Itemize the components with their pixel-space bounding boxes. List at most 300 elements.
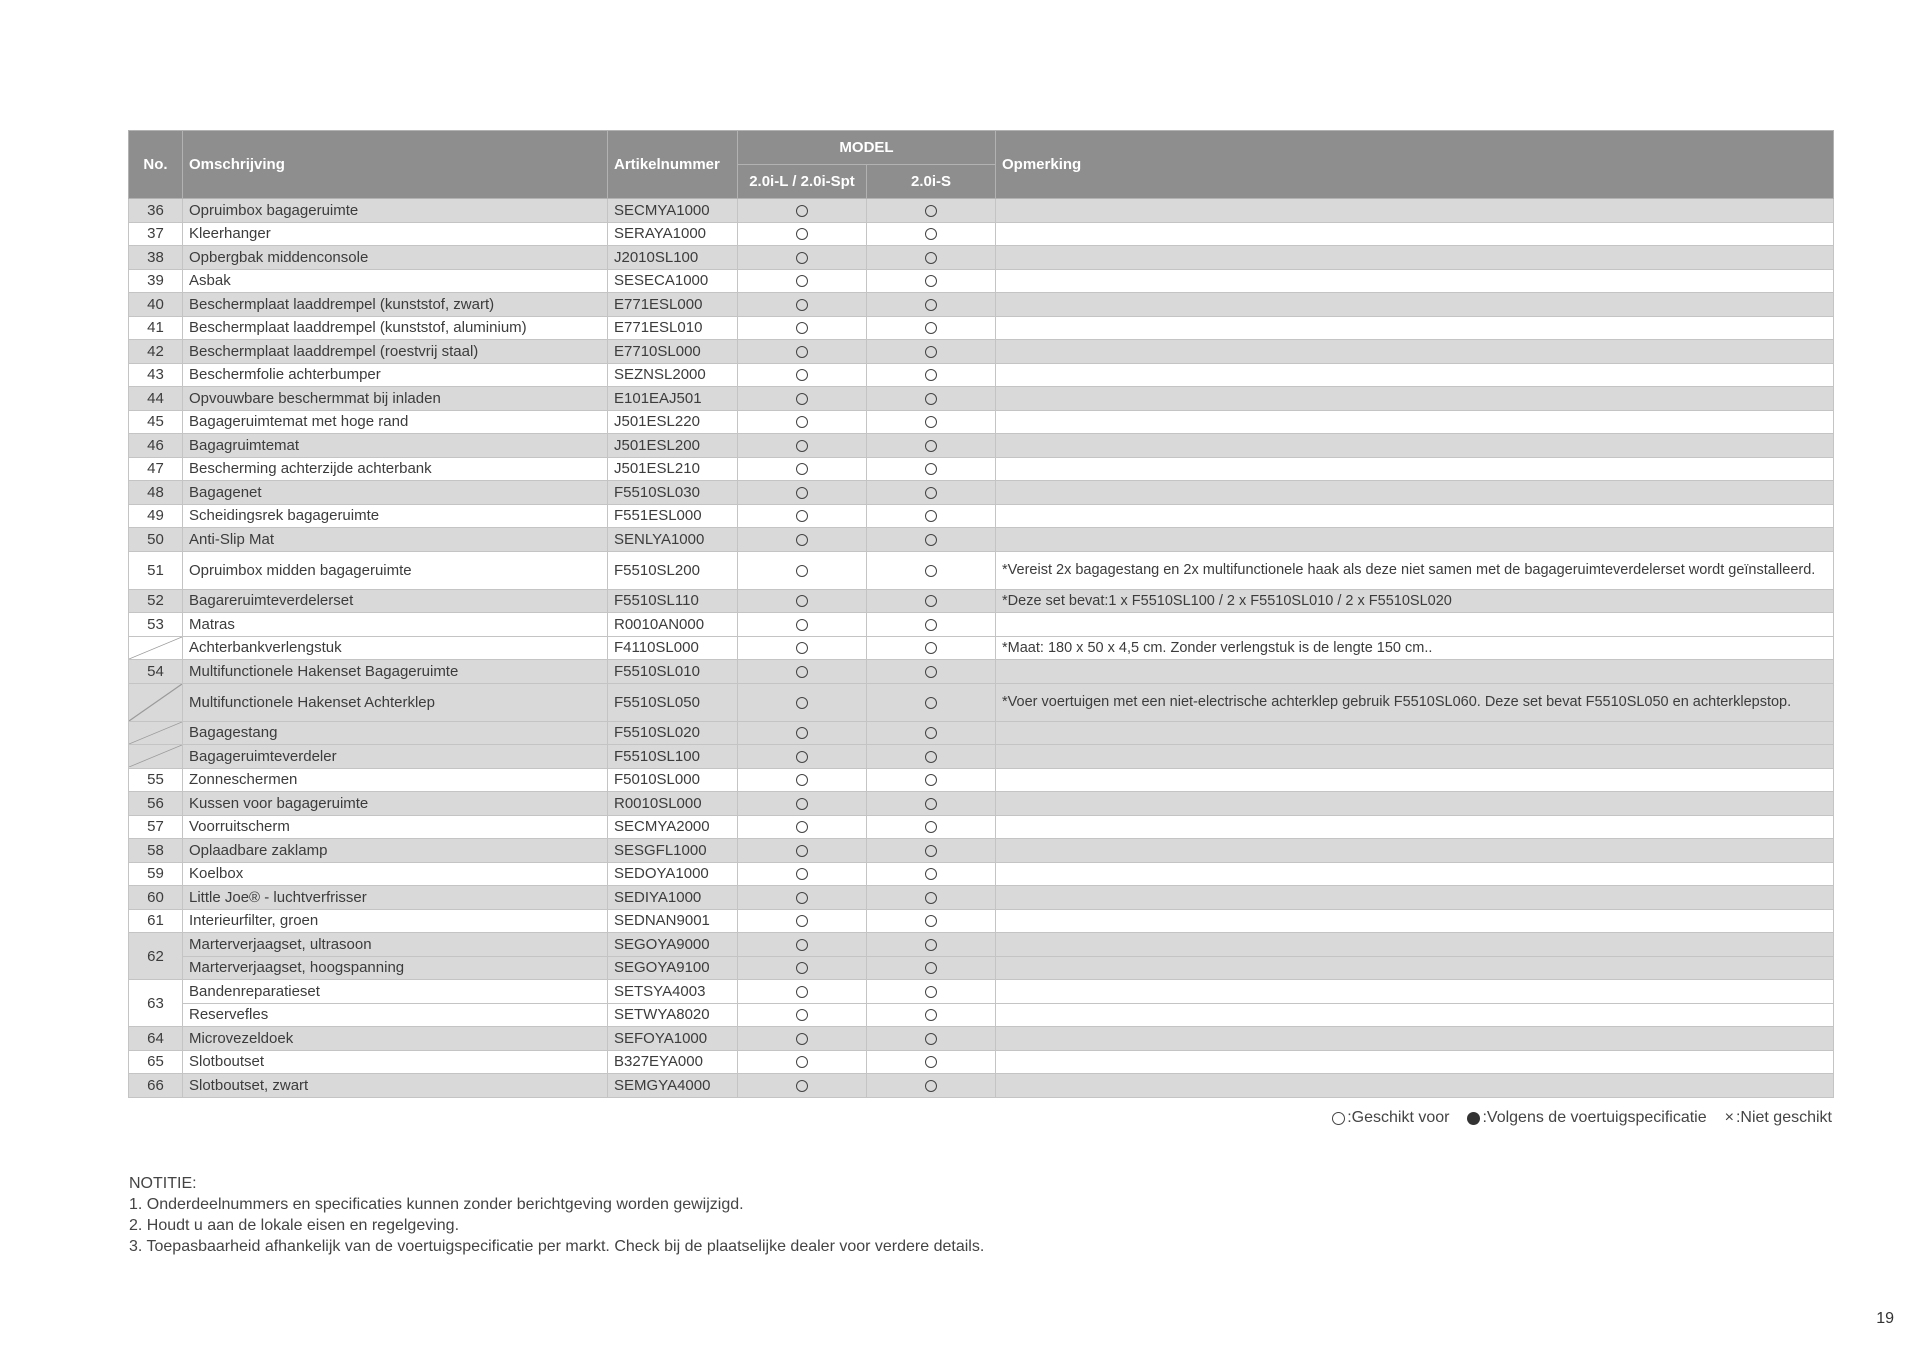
cell-article-number: SESGFL1000: [608, 839, 738, 863]
table-row: [129, 636, 1834, 660]
cell-model-b: [867, 457, 996, 481]
cell-remark: *Voer voertuigen met een niet-electrische achterklep gebruik F5510SL060. Deze set bevat F5510SL050 en achterklepstop.: [996, 683, 1834, 721]
cell-model-b: [867, 481, 996, 505]
notes-title: NOTITIE:: [129, 1175, 197, 1192]
table-row: [129, 613, 1834, 637]
header-model-b: 2.0i-S: [867, 165, 996, 199]
cell-model-b: [867, 886, 996, 910]
open-circle-icon: [925, 697, 937, 709]
open-circle-icon: [796, 727, 808, 739]
open-circle-icon: [925, 962, 937, 974]
open-circle-icon: [925, 619, 937, 631]
table-row: [129, 660, 1834, 684]
cell-model-b: [867, 815, 996, 839]
cell-remark: [996, 839, 1834, 863]
open-circle-icon: [796, 510, 808, 522]
open-circle-icon: [925, 1080, 937, 1092]
cell-no: 52: [129, 589, 183, 613]
cell-model-b: [867, 528, 996, 552]
cell-description: Matras: [183, 613, 608, 637]
cell-model-a: [738, 660, 867, 684]
cell-no: 53: [129, 613, 183, 637]
cell-model-b: [867, 387, 996, 411]
table-body: [129, 199, 1834, 1098]
open-circle-icon: [796, 619, 808, 631]
cell-description: Marterverjaagset, hoogspanning: [183, 956, 608, 980]
table-row: [129, 956, 1834, 980]
table-row: [129, 316, 1834, 340]
cell-no-empty: [129, 745, 183, 769]
cell-article-number: J501ESL210: [608, 457, 738, 481]
cell-remark: *Deze set bevat:1 x F5510SL100 / 2 x F5510SL010 / 2 x F5510SL020: [996, 589, 1834, 613]
cell-remark: [996, 199, 1834, 223]
cell-article-number: R0010SL000: [608, 792, 738, 816]
cell-article-number: F5510SL020: [608, 721, 738, 745]
table-row: [129, 504, 1834, 528]
cell-no: 37: [129, 222, 183, 246]
cell-remark: [996, 222, 1834, 246]
table-row: [129, 363, 1834, 387]
cell-no-empty: [129, 683, 183, 721]
table-row: [129, 768, 1834, 792]
cell-model-a: [738, 1074, 867, 1098]
cell-no: 49: [129, 504, 183, 528]
header-article-number: Artikelnummer: [608, 131, 738, 199]
cell-article-number: SECMYA2000: [608, 815, 738, 839]
open-circle-icon: [925, 299, 937, 311]
cell-no: 39: [129, 269, 183, 293]
open-circle-icon: [796, 534, 808, 546]
cell-description: Opvouwbare beschermmat bij inladen: [183, 387, 608, 411]
open-circle-icon: [796, 986, 808, 998]
cell-no: 55: [129, 768, 183, 792]
cell-remark: [996, 434, 1834, 458]
open-circle-icon: [925, 487, 937, 499]
open-circle-icon: [925, 798, 937, 810]
cell-model-b: [867, 589, 996, 613]
cell-model-a: [738, 636, 867, 660]
cell-description: Multifunctionele Hakenset Achterklep: [183, 683, 608, 721]
cell-article-number: SEFOYA1000: [608, 1027, 738, 1051]
open-circle-icon: [925, 440, 937, 452]
open-circle-icon: [796, 322, 808, 334]
cell-article-number: SEDNAN9001: [608, 909, 738, 933]
cell-no-empty: [129, 721, 183, 745]
cell-description: Scheidingsrek bagageruimte: [183, 504, 608, 528]
header-model-a: 2.0i-L / 2.0i-Spt: [738, 165, 867, 199]
cell-description: Asbak: [183, 269, 608, 293]
cell-model-a: [738, 933, 867, 957]
legend-by-spec: [1467, 1109, 1706, 1127]
open-circle-icon: [796, 798, 808, 810]
table-row: [129, 886, 1834, 910]
table-row: [129, 387, 1834, 411]
cell-model-b: [867, 410, 996, 434]
open-circle-icon: [925, 252, 937, 264]
cell-article-number: SETWYA8020: [608, 1003, 738, 1027]
table-row: [129, 745, 1834, 769]
cell-no: 58: [129, 839, 183, 863]
open-circle-icon: [925, 986, 937, 998]
table-row: [129, 792, 1834, 816]
cell-remark: [996, 721, 1834, 745]
table-row: [129, 839, 1834, 863]
cell-model-b: [867, 363, 996, 387]
table-row: [129, 589, 1834, 613]
cell-model-a: [738, 862, 867, 886]
cell-model-a: [738, 316, 867, 340]
open-circle-icon: [925, 534, 937, 546]
open-circle-icon: [925, 393, 937, 405]
cell-model-a: [738, 504, 867, 528]
table-row: [129, 980, 1834, 1004]
notes: [129, 1173, 984, 1257]
cell-remark: [996, 862, 1834, 886]
cell-model-a: [738, 909, 867, 933]
cell-article-number: SEZNSL2000: [608, 363, 738, 387]
open-circle-icon: [796, 892, 808, 904]
open-circle-icon: [925, 416, 937, 428]
open-circle-icon: [925, 463, 937, 475]
cell-description: Bagageruimteverdeler: [183, 745, 608, 769]
cell-no: 62: [129, 933, 183, 980]
cell-article-number: F5510SL200: [608, 551, 738, 589]
open-circle-icon: [796, 252, 808, 264]
cell-no: 65: [129, 1050, 183, 1074]
cell-model-a: [738, 199, 867, 223]
cell-no: 64: [129, 1027, 183, 1051]
open-circle-icon: [925, 1033, 937, 1045]
table-row: [129, 434, 1834, 458]
cell-model-b: [867, 721, 996, 745]
cell-model-b: [867, 246, 996, 270]
cell-model-a: [738, 363, 867, 387]
open-circle-icon: [925, 228, 937, 240]
cell-description: Multifunctionele Hakenset Bagageruimte: [183, 660, 608, 684]
cell-no: 41: [129, 316, 183, 340]
cell-description: Slotboutset: [183, 1050, 608, 1074]
open-circle-icon: [925, 666, 937, 678]
cell-model-b: [867, 956, 996, 980]
open-circle-icon: [925, 751, 937, 763]
open-circle-icon: [925, 369, 937, 381]
cell-model-a: [738, 457, 867, 481]
table-row: [129, 1027, 1834, 1051]
cell-model-a: [738, 980, 867, 1004]
header-model: MODEL: [738, 131, 996, 165]
cell-article-number: SETSYA4003: [608, 980, 738, 1004]
cell-model-a: [738, 528, 867, 552]
cell-model-a: [738, 340, 867, 364]
cell-remark: [996, 387, 1834, 411]
legend: [1332, 1109, 1832, 1127]
open-circle-icon: [796, 463, 808, 475]
cell-description: Anti-Slip Mat: [183, 528, 608, 552]
open-circle-icon: [925, 275, 937, 287]
cell-no: 60: [129, 886, 183, 910]
open-circle-icon: [796, 440, 808, 452]
header-no: No.: [129, 131, 183, 199]
legend-not-suitable-label: :Niet geschikt: [1735, 1109, 1832, 1126]
cell-remark: [996, 504, 1834, 528]
cell-model-b: [867, 551, 996, 589]
cell-model-a: [738, 222, 867, 246]
cell-model-b: [867, 683, 996, 721]
table-row: [129, 340, 1834, 364]
cell-article-number: SENLYA1000: [608, 528, 738, 552]
cell-description: Beschermfolie achterbumper: [183, 363, 608, 387]
cell-description: Reservefles: [183, 1003, 608, 1027]
cell-remark: [996, 792, 1834, 816]
cell-remark: [996, 745, 1834, 769]
table-row: [129, 528, 1834, 552]
cell-remark: *Maat: 180 x 50 x 4,5 cm. Zonder verlengstuk is de lengte 150 cm..: [996, 636, 1834, 660]
cell-description: Little Joe® - luchtverfrisser: [183, 886, 608, 910]
filled-circle-icon: [1467, 1112, 1480, 1125]
cell-description: Beschermplaat laaddrempel (kunststof, zwart): [183, 293, 608, 317]
cell-model-a: [738, 768, 867, 792]
cell-remark: [996, 1074, 1834, 1098]
cell-model-b: [867, 933, 996, 957]
table-row: [129, 909, 1834, 933]
cell-description: Opruimbox midden bagageruimte: [183, 551, 608, 589]
cell-model-a: [738, 387, 867, 411]
open-circle-icon: [925, 322, 937, 334]
open-circle-icon: [1332, 1112, 1345, 1125]
cell-model-a: [738, 434, 867, 458]
cell-no: 48: [129, 481, 183, 505]
cell-model-a: [738, 1003, 867, 1027]
cell-article-number: SECMYA1000: [608, 199, 738, 223]
cell-no-empty: [129, 636, 183, 660]
cell-no: 38: [129, 246, 183, 270]
cell-model-b: [867, 1027, 996, 1051]
table-row: [129, 1074, 1834, 1098]
cell-remark: [996, 269, 1834, 293]
cell-article-number: F5510SL050: [608, 683, 738, 721]
cell-article-number: F5510SL110: [608, 589, 738, 613]
open-circle-icon: [925, 939, 937, 951]
note-item-3: 3. Toepasbaarheid afhankelijk van de voertuigspecificatie per markt. Check bij de plaatselijke dealer voor verdere details.: [129, 1238, 985, 1255]
legend-suitable-label: :Geschikt voor: [1347, 1109, 1450, 1126]
cell-model-b: [867, 222, 996, 246]
open-circle-icon: [925, 845, 937, 857]
cell-no: 42: [129, 340, 183, 364]
open-circle-icon: [796, 821, 808, 833]
cell-remark: [996, 528, 1834, 552]
cell-model-b: [867, 768, 996, 792]
cell-description: Voorruitscherm: [183, 815, 608, 839]
open-circle-icon: [796, 565, 808, 577]
table-row: [129, 246, 1834, 270]
cell-model-b: [867, 660, 996, 684]
cell-no: 51: [129, 551, 183, 589]
cell-description: Opruimbox bagageruimte: [183, 199, 608, 223]
open-circle-icon: [796, 228, 808, 240]
cell-article-number: B327EYA000: [608, 1050, 738, 1074]
cell-no: 50: [129, 528, 183, 552]
cell-article-number: F5510SL010: [608, 660, 738, 684]
cell-model-b: [867, 504, 996, 528]
cell-article-number: E101EAJ501: [608, 387, 738, 411]
table-row: [129, 222, 1834, 246]
cell-remark: [996, 1027, 1834, 1051]
cell-model-a: [738, 246, 867, 270]
table-row: [129, 457, 1834, 481]
cell-remark: [996, 410, 1834, 434]
legend-by-spec-label: :Volgens de voertuigspecificatie: [1482, 1109, 1707, 1126]
legend-not-suitable: [1725, 1109, 1832, 1127]
cell-description: Kussen voor bagageruimte: [183, 792, 608, 816]
cell-article-number: F4110SL000: [608, 636, 738, 660]
open-circle-icon: [925, 595, 937, 607]
cell-description: Microvezeldoek: [183, 1027, 608, 1051]
table-row: [129, 862, 1834, 886]
cell-remark: [996, 815, 1834, 839]
open-circle-icon: [796, 369, 808, 381]
cell-description: Bagareruimteverdelerset: [183, 589, 608, 613]
open-circle-icon: [925, 565, 937, 577]
open-circle-icon: [796, 1009, 808, 1021]
cell-model-b: [867, 909, 996, 933]
cell-model-a: [738, 745, 867, 769]
cell-no: 66: [129, 1074, 183, 1098]
cell-description: Marterverjaagset, ultrasoon: [183, 933, 608, 957]
cell-remark: [996, 363, 1834, 387]
cell-description: Achterbankverlengstuk: [183, 636, 608, 660]
table-row: [129, 551, 1834, 589]
cell-description: Opbergbak middenconsole: [183, 246, 608, 270]
open-circle-icon: [796, 487, 808, 499]
open-circle-icon: [796, 416, 808, 428]
cell-remark: [996, 933, 1834, 957]
table-row: [129, 1050, 1834, 1074]
cell-description: Bagagenet: [183, 481, 608, 505]
cell-no: 45: [129, 410, 183, 434]
cell-model-a: [738, 589, 867, 613]
cell-article-number: J501ESL220: [608, 410, 738, 434]
cell-article-number: E7710SL000: [608, 340, 738, 364]
cell-no: 44: [129, 387, 183, 411]
cell-model-b: [867, 1050, 996, 1074]
table-row: [129, 721, 1834, 745]
cell-model-a: [738, 839, 867, 863]
open-circle-icon: [796, 346, 808, 358]
cell-article-number: SERAYA1000: [608, 222, 738, 246]
open-circle-icon: [925, 868, 937, 880]
cell-model-a: [738, 551, 867, 589]
cell-description: Bagagruimtemat: [183, 434, 608, 458]
note-item-1: 1. Onderdeelnummers en specificaties kunnen zonder berichtgeving worden gewijzigd.: [129, 1196, 744, 1213]
table-row: [129, 199, 1834, 223]
cell-article-number: SESECA1000: [608, 269, 738, 293]
cell-article-number: J2010SL100: [608, 246, 738, 270]
cell-article-number: SEDOYA1000: [608, 862, 738, 886]
open-circle-icon: [925, 205, 937, 217]
cell-model-b: [867, 340, 996, 364]
cell-article-number: SEGOYA9100: [608, 956, 738, 980]
cell-description: Slotboutset, zwart: [183, 1074, 608, 1098]
open-circle-icon: [796, 845, 808, 857]
cell-description: Beschermplaat laaddrempel (roestvrij staal): [183, 340, 608, 364]
cell-description: Interieurfilter, groen: [183, 909, 608, 933]
cell-remark: [996, 316, 1834, 340]
open-circle-icon: [925, 727, 937, 739]
cell-remark: [996, 457, 1834, 481]
cell-remark: [996, 768, 1834, 792]
cell-model-a: [738, 1027, 867, 1051]
cell-model-a: [738, 683, 867, 721]
open-circle-icon: [796, 697, 808, 709]
cell-remark: [996, 660, 1834, 684]
cell-remark: [996, 909, 1834, 933]
table-row: [129, 933, 1834, 957]
cell-remark: [996, 481, 1834, 505]
cell-remark: [996, 886, 1834, 910]
cell-description: Koelbox: [183, 862, 608, 886]
cell-model-b: [867, 1074, 996, 1098]
cell-no: 43: [129, 363, 183, 387]
cell-article-number: E771ESL010: [608, 316, 738, 340]
cell-model-a: [738, 481, 867, 505]
open-circle-icon: [925, 1009, 937, 1021]
open-circle-icon: [796, 299, 808, 311]
open-circle-icon: [796, 1033, 808, 1045]
page-number: 19: [1876, 1310, 1894, 1327]
cell-description: Beschermplaat laaddrempel (kunststof, aluminium): [183, 316, 608, 340]
cell-model-b: [867, 269, 996, 293]
cell-description: Bagagestang: [183, 721, 608, 745]
cell-article-number: F551ESL000: [608, 504, 738, 528]
cell-article-number: SEGOYA9000: [608, 933, 738, 957]
table-row: [129, 481, 1834, 505]
open-circle-icon: [925, 915, 937, 927]
cell-remark: [996, 1003, 1834, 1027]
cell-remark: [996, 613, 1834, 637]
table-row: [129, 1003, 1834, 1027]
cell-no: 36: [129, 199, 183, 223]
cell-remark: [996, 293, 1834, 317]
open-circle-icon: [796, 962, 808, 974]
cell-model-a: [738, 792, 867, 816]
cell-model-a: [738, 410, 867, 434]
cell-model-b: [867, 792, 996, 816]
cell-no: 59: [129, 862, 183, 886]
cell-no: 63: [129, 980, 183, 1027]
cell-remark: *Vereist 2x bagagestang en 2x multifunctionele haak als deze niet samen met de bagageruimteverdelerset wordt geïnstalleerd.: [996, 551, 1834, 589]
cell-model-a: [738, 721, 867, 745]
open-circle-icon: [796, 595, 808, 607]
cell-model-b: [867, 862, 996, 886]
open-circle-icon: [796, 393, 808, 405]
cell-description: Bescherming achterzijde achterbank: [183, 457, 608, 481]
header-remark: Opmerking: [996, 131, 1834, 199]
cell-article-number: E771ESL000: [608, 293, 738, 317]
cell-description: Zonneschermen: [183, 768, 608, 792]
cell-model-a: [738, 269, 867, 293]
open-circle-icon: [796, 774, 808, 786]
open-circle-icon: [796, 939, 808, 951]
open-circle-icon: [796, 205, 808, 217]
cell-model-a: [738, 613, 867, 637]
table-row: [129, 293, 1834, 317]
cell-article-number: R0010AN000: [608, 613, 738, 637]
cell-no: 47: [129, 457, 183, 481]
table-row: [129, 815, 1834, 839]
cross-icon: ×: [1724, 1109, 1734, 1126]
cell-remark: [996, 340, 1834, 364]
cell-model-a: [738, 886, 867, 910]
